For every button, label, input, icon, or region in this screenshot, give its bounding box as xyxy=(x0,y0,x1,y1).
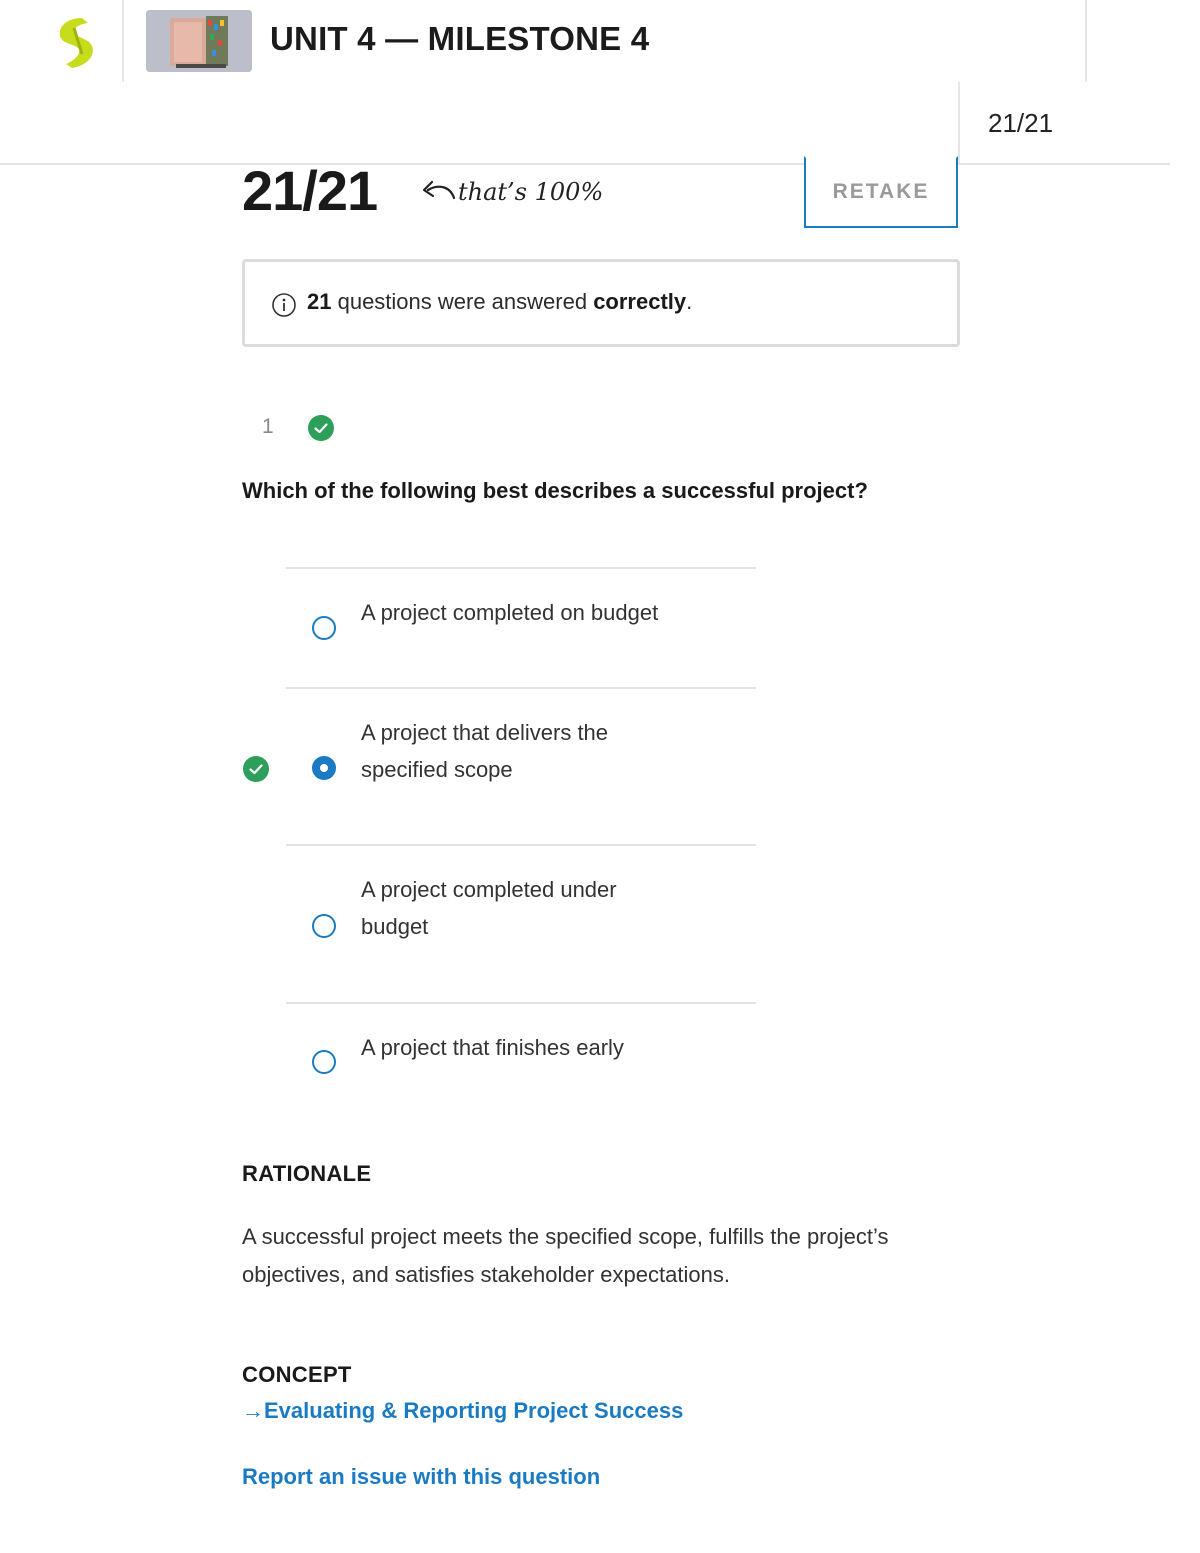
arrow-right-icon: → xyxy=(242,1398,264,1423)
info-icon xyxy=(271,292,297,323)
option-divider xyxy=(286,567,756,569)
option-radio-selected[interactable] xyxy=(312,756,336,780)
score-panel-divider xyxy=(958,82,960,164)
page-title: UNIT 4 — MILESTONE 4 xyxy=(270,20,650,57)
correct-check-icon xyxy=(308,415,334,446)
concept-link[interactable]: →Evaluating & Reporting Project Success xyxy=(242,1398,684,1423)
header-divider xyxy=(122,0,124,82)
retake-button[interactable]: RETAKE xyxy=(804,156,958,228)
curved-arrow-icon xyxy=(420,178,456,211)
results-summary-box xyxy=(242,259,960,347)
correct-count: 21 xyxy=(307,289,332,314)
option-label[interactable]: A project that delivers the specified scope xyxy=(361,720,609,782)
option-label[interactable]: A project completed on budget xyxy=(361,600,659,625)
option-radio[interactable] xyxy=(312,914,336,938)
concept-heading: CONCEPT xyxy=(242,1362,352,1387)
score-total: 21/21 xyxy=(242,159,378,222)
option-radio[interactable] xyxy=(312,616,336,640)
question-number: 1 xyxy=(262,415,274,438)
option-divider xyxy=(286,1002,756,1004)
sophia-logo-icon[interactable] xyxy=(52,14,100,70)
report-issue-link[interactable]: Report an issue with this question xyxy=(242,1464,601,1489)
option-radio[interactable] xyxy=(312,1050,336,1074)
correct-answer-check-icon xyxy=(243,756,269,787)
results-summary-text: 21 questions were answered correctly. xyxy=(307,289,693,314)
option-label[interactable]: A project that finishes early xyxy=(361,1035,624,1060)
correct-word: correctly xyxy=(593,289,687,314)
question-text: Which of the following best describes a successful project? xyxy=(242,478,868,503)
option-label[interactable]: A project completed under budget xyxy=(361,877,617,939)
course-thumbnail xyxy=(146,10,252,72)
rationale-text: A successful project meets the specified scope, fulfills the project’s objectives, and satisfies stakeholder expectations. xyxy=(242,1224,889,1287)
option-divider xyxy=(286,844,756,846)
score-counter: 21/21 xyxy=(988,108,1054,138)
percent-note: that’s 100% xyxy=(458,178,604,206)
option-divider xyxy=(286,687,756,689)
header-bottom-border xyxy=(0,163,1170,165)
rationale-heading: RATIONALE xyxy=(242,1161,372,1186)
header-divider xyxy=(1085,0,1087,82)
